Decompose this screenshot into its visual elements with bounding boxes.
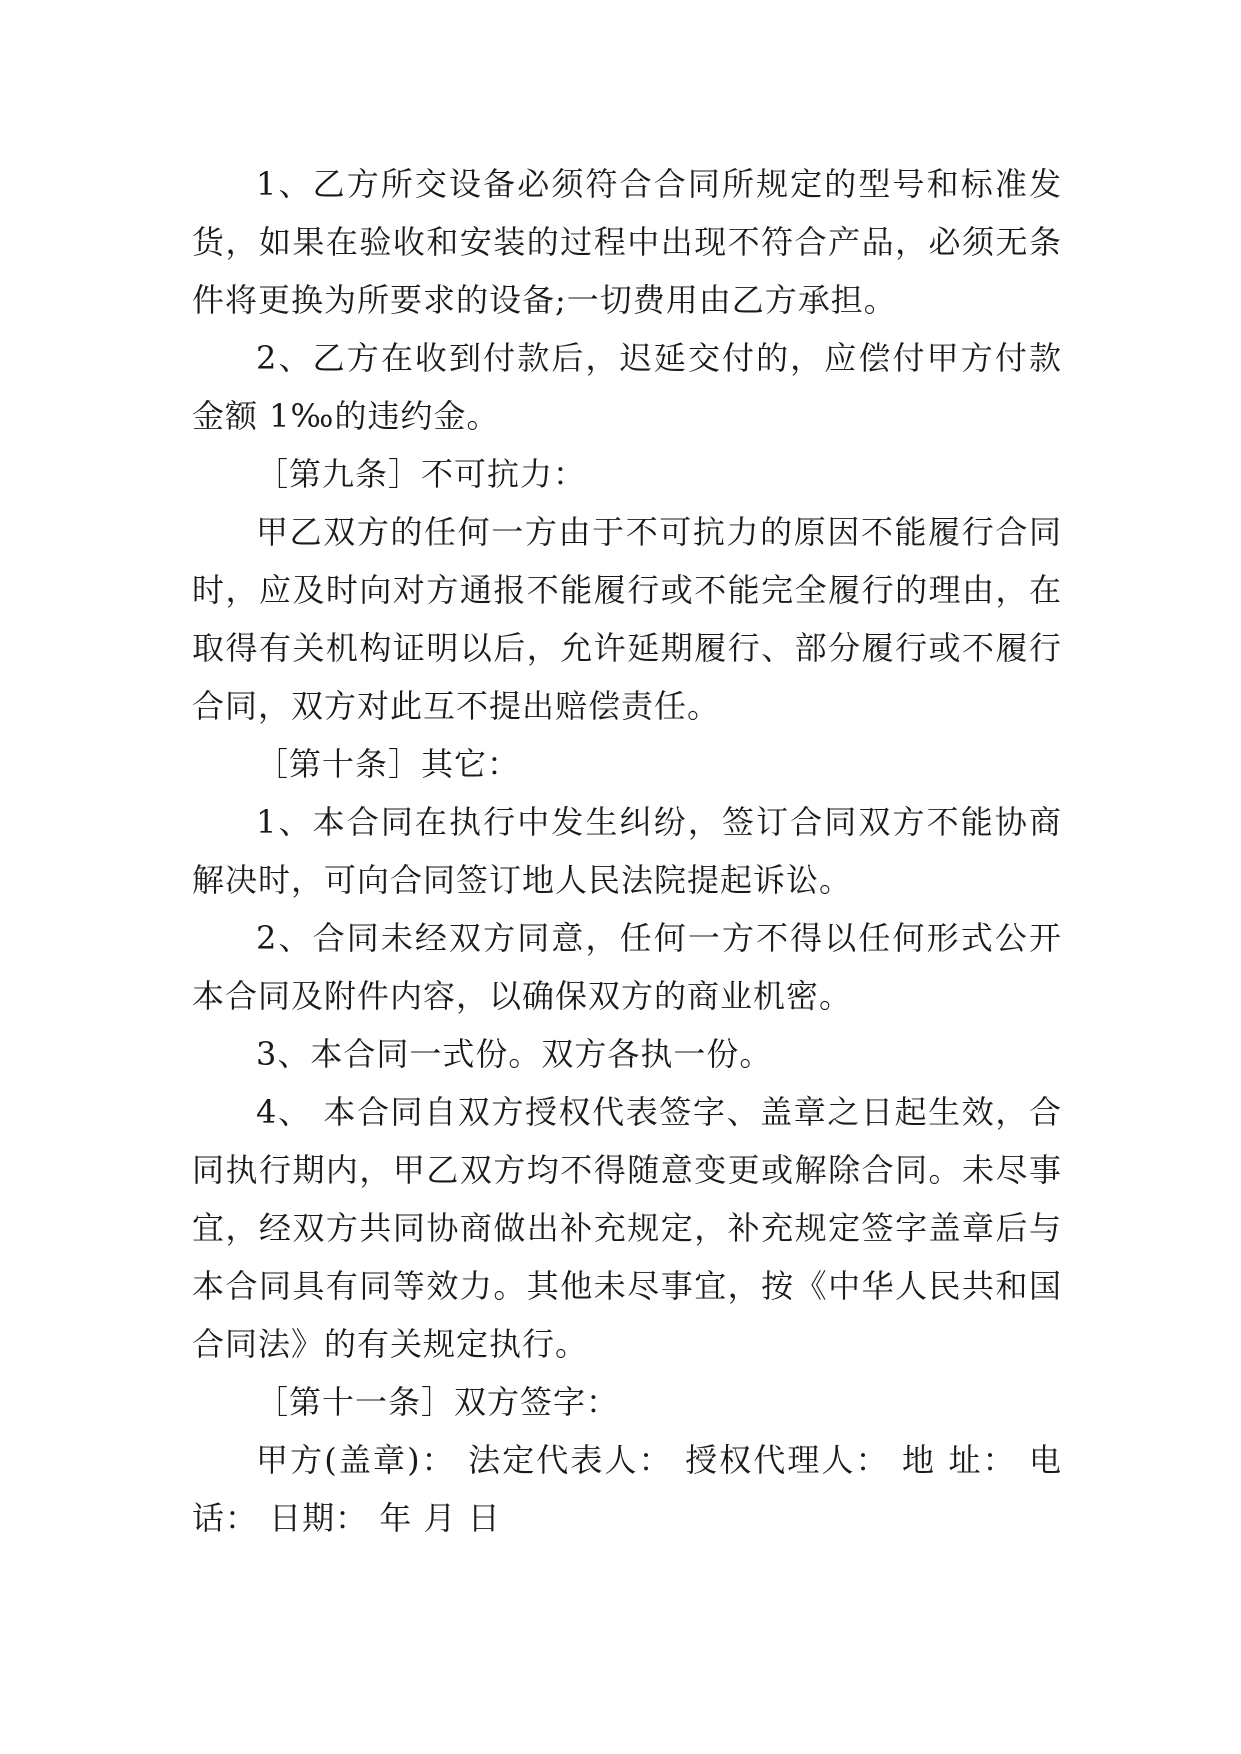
signature-line: 甲方(盖章)： 法定代表人： 授权代理人： 地 址： 电 话： 日期： 年 月 日	[192, 1441, 1062, 1537]
document-body	[192, 155, 1062, 1547]
clause-paragraph-2: 2、乙方在收到付款后，迟延交付的，应偿付甲方付款金额 1‰的违约金。	[192, 339, 1062, 435]
article-10-heading: ［第十条］其它：	[256, 745, 521, 783]
article-11-heading: ［第十一条］双方签字：	[256, 1383, 620, 1421]
clause-paragraph-1: 1、乙方所交设备必须符合合同所规定的型号和标准发货，如果在验收和安装的过程中出现不符合产品，必须无条件将更换为所要求的设备;一切费用由乙方承担。	[192, 165, 1062, 319]
force-majeure-paragraph: 甲乙双方的任何一方由于不可抗力的原因不能履行合同时，应及时向对方通报不能履行或不能完全履行的理由，在取得有关机构证明以后，允许延期履行、部分履行或不履行合同，双方对此互不提出赔偿责任。	[192, 513, 1062, 725]
other-clause-4: 4、 本合同自双方授权代表签字、盖章之日起生效，合同执行期内，甲乙双方均不得随意变更或解除合同。未尽事宜，经双方共同协商做出补充规定，补充规定签字盖章后与本合同具有同等效力。其他未尽事宜，按《中华人民共和国合同法》的有关规定执行。	[192, 1093, 1062, 1363]
other-clause-1: 1、本合同在执行中发生纠纷，签订合同双方不能协商解决时，可向合同签订地人民法院提起诉讼。	[192, 803, 1062, 899]
other-clause-2: 2、合同未经双方同意，任何一方不得以任何形式公开本合同及附件内容，以确保双方的商业机密。	[192, 919, 1062, 1015]
other-clause-3: 3、本合同一式份。双方各执一份。	[256, 1035, 773, 1073]
article-9-heading: ［第九条］不可抗力：	[256, 455, 587, 493]
